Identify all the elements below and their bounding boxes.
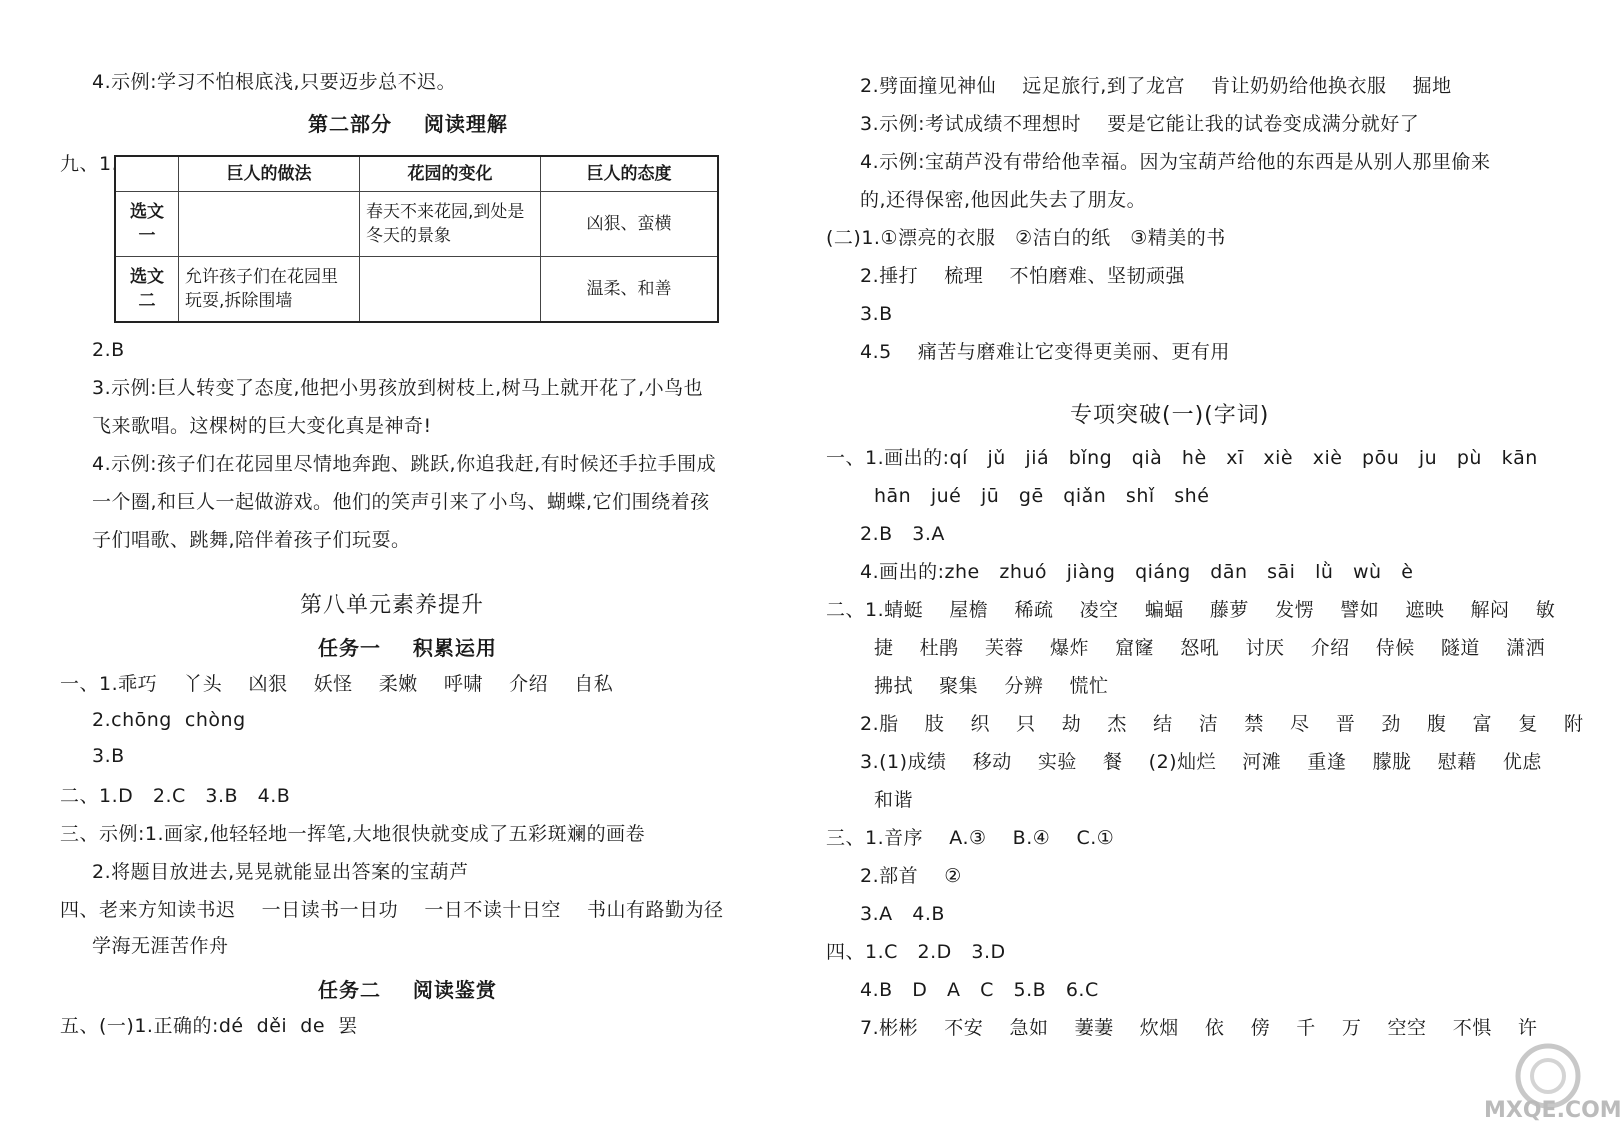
answer-line: 7.彬彬 不安 急如 萋萋 炊烟 依 傍 千 万 空空 不惧 许	[860, 1017, 1538, 1039]
answer-line: 2.劈面撞见神仙 远足旅行,到了龙宫 肯让奶奶给他换衣服 掘地	[860, 75, 1452, 97]
answer-line: 3.B	[92, 745, 125, 767]
table-cell: 温柔、和善	[541, 257, 719, 323]
table-header: 花园的变化	[360, 156, 541, 192]
answer-line: 4.示例:宝葫芦没有带给他幸福。因为宝葫芦给他的东西是从别人那里偷来	[860, 151, 1491, 173]
answer-line: 2.将题目放进去,晃晃就能显出答案的宝葫芦	[92, 861, 469, 883]
answer-line: 2.捶打 梳理 不怕磨难、坚韧顽强	[860, 265, 1185, 287]
answer-line: 3.(1)成绩 移动 实验 餐 (2)灿烂 河滩 重逢 朦胧 慰藉 优虑	[860, 751, 1542, 773]
table-row	[115, 192, 718, 257]
table-cell: 春天不来花园,到处是冬天的景象	[360, 192, 541, 257]
table-row	[115, 257, 718, 323]
table-cell: 凶狠、蛮横	[541, 192, 719, 257]
question-number: 九、1.	[60, 153, 119, 175]
answer-line: 2.B	[92, 339, 125, 361]
table-cell	[360, 257, 541, 323]
answer-line: hān jué jū gē qiǎn shǐ shé	[874, 485, 1210, 507]
answer-table	[114, 155, 719, 323]
answer-line: 2.chōng chòng	[92, 709, 246, 731]
unit-title: 第八单元素养提升	[300, 593, 485, 618]
answer-line: 五、(一)1.正确的:dé děi de 罢	[60, 1015, 358, 1037]
answer-line: 2.部首 ②	[860, 865, 962, 887]
section-heading: 任务二 阅读鉴赏	[318, 978, 497, 1002]
answer-line: 4.B D A C 5.B 6.C	[860, 979, 1099, 1001]
answer-line: 拂拭 聚集 分辨 慌忙	[874, 675, 1109, 697]
answer-line: 捷 杜鹃 芙蓉 爆炸 窟窿 怒吼 讨厌 介绍 侍候 隧道 潇洒	[874, 637, 1546, 659]
answer-line: 四、1.C 2.D 3.D	[826, 941, 1006, 963]
table-cell: 选文二	[115, 257, 179, 323]
answer-line: 4.示例:学习不怕根底浅,只要迈步总不迟。	[92, 71, 457, 93]
table-cell: 允许孩子们在花园里玩耍,拆除围墙	[179, 257, 360, 323]
answer-line: 4.5 痛苦与磨难让它变得更美丽、更有用	[860, 341, 1230, 363]
answer-line: (二)1.①漂亮的衣服 ②洁白的纸 ③精美的书	[826, 227, 1226, 249]
answer-line: 和谐	[874, 789, 914, 811]
answer-line: 四、老来方知读书迟 一日读书一日功 一日不读十日空 书山有路勤为径	[60, 899, 724, 921]
answer-line: 一个圈,和巨人一起做游戏。他们的笑声引来了小鸟、蝴蝶,它们围绕着孩	[92, 491, 710, 513]
answer-line: 学海无涯苦作舟	[92, 935, 229, 957]
section-heading: 任务一 积累运用	[318, 636, 497, 660]
answer-line: 子们唱歌、跳舞,陪伴着孩子们玩耍。	[92, 529, 411, 551]
section-heading: 第二部分 阅读理解	[308, 112, 508, 136]
answer-line: 的,还得保密,他因此失去了朋友。	[860, 189, 1147, 211]
answer-line: 3.B	[860, 303, 893, 325]
answer-line: 一、1.乖巧 丫头 凶狠 妖怪 柔嫩 呼啸 介绍 自私	[60, 673, 614, 695]
answer-line: 3.示例:巨人转变了态度,他把小男孩放到树枝上,树马上就开花了,小鸟也	[92, 377, 704, 399]
answer-line: 4.画出的:zhe zhuó jiàng qiáng dān sāi lǜ wù è	[860, 561, 1414, 583]
answer-line: 2.脂 肢 织 只 劫 杰 结 洁 禁 尽 晋 劲 腹 富 复 附	[860, 713, 1584, 735]
table-header: 巨人的态度	[541, 156, 719, 192]
answer-line: 二、1.蜻蜓 屋檐 稀疏 凌空 蝙蝠 藤萝 发愣 譬如 遮映 解闷 敏	[826, 599, 1556, 621]
table-cell: 选文一	[115, 192, 179, 257]
watermark-text: MXQE.COM	[1484, 1098, 1622, 1123]
answer-line: 2.B 3.A	[860, 523, 945, 545]
table-header	[115, 156, 179, 192]
answer-line: 3.A 4.B	[860, 903, 945, 925]
answer-line: 飞来歌唱。这棵树的巨大变化真是神奇!	[92, 415, 432, 437]
answer-line: 一、1.画出的:qí jǔ jiá bǐng qià hè xī xiè xiè pōu ju pù kān	[826, 447, 1538, 469]
answer-line: 三、1.音序 A.③ B.④ C.①	[826, 827, 1115, 849]
answer-line: 4.示例:孩子们在花园里尽情地奔跑、跳跃,你追我赶,有时候还手拉手围成	[92, 453, 717, 475]
special-title: 专项突破(一)(字词)	[1070, 403, 1270, 428]
answer-line: 二、1.D 2.C 3.B 4.B	[60, 785, 291, 807]
table-cell	[179, 192, 360, 257]
table-header: 巨人的做法	[179, 156, 360, 192]
answer-line: 3.示例:考试成绩不理想时 要是它能让我的试卷变成满分就好了	[860, 113, 1420, 135]
answer-line: 三、示例:1.画家,他轻轻地一挥笔,大地很快就变成了五彩斑斓的画卷	[60, 823, 646, 845]
